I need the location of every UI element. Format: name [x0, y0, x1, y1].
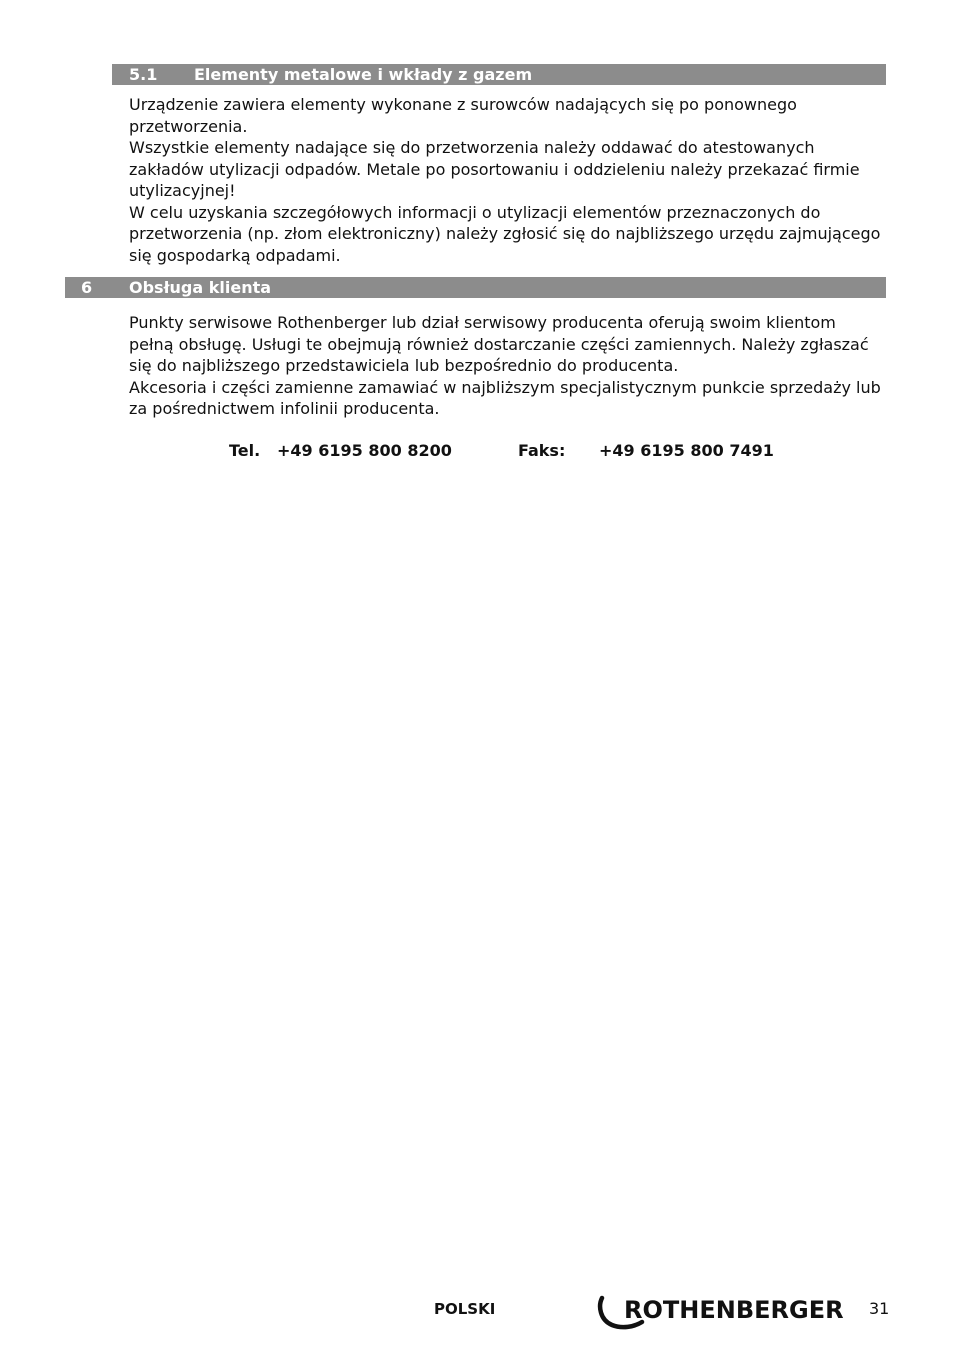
- fax-number: +49 6195 800 7491: [599, 441, 774, 460]
- contact-info: [0, 440, 954, 462]
- paragraph: Punkty serwisowe Rothenberger lub dział serwisowy producenta oferują swoim klientom pełną obsługę. Usługi te obejmują również dostarczanie części zamiennych. Należy zgłaszać się do najbliższego przedstawiciela lub bezpośrednio do producenta.: [129, 313, 869, 375]
- fax-label: Faks:: [518, 441, 566, 460]
- tel-label: Tel.: [229, 441, 261, 460]
- page-number: 31: [869, 1299, 890, 1318]
- section-number: 6: [81, 278, 93, 297]
- paragraph: W celu uzyskania szczegółowych informacji o utylizacji elementów przeznaczonych do przetworzenia (np. złom elektroniczny) należy zgłosić się do najbliższego urzędu zajmującego się gospodarką odpadami.: [129, 202, 881, 265]
- section-title: Elementy metalowe i wkłady z gazem: [194, 65, 533, 84]
- section-6-header: [65, 277, 886, 298]
- brand-logo: [596, 1294, 844, 1330]
- brand-wordmark: ROTHENBERGER: [624, 1296, 844, 1324]
- footer-language: POLSKI: [434, 1300, 496, 1318]
- section-5-1-header: [112, 64, 886, 85]
- paragraph: Urządzenie zawiera elementy wykonane z surowców nadających się po ponownego przetworzenia.: [129, 95, 797, 136]
- paragraph: Akcesoria i części zamienne zamawiać w najbliższym specjalistycznym punkcie sprzedaży lub za pośrednictwem infolinii producenta.: [129, 377, 881, 418]
- section-6-body: [129, 312, 881, 420]
- section-number: 5.1: [129, 65, 158, 84]
- section-title: Obsługa klienta: [129, 278, 272, 297]
- paragraph: Wszystkie elementy nadające się do przetworzenia należy oddawać do atestowanych zakładów utylizacji odpadów. Metale po posortowaniu i oddzieleniu należy przekazać firmie utylizacyjnej!: [129, 138, 860, 200]
- tel-number: +49 6195 800 8200: [277, 441, 452, 460]
- section-5-1-body: [129, 94, 881, 266]
- page-footer: [0, 1294, 954, 1334]
